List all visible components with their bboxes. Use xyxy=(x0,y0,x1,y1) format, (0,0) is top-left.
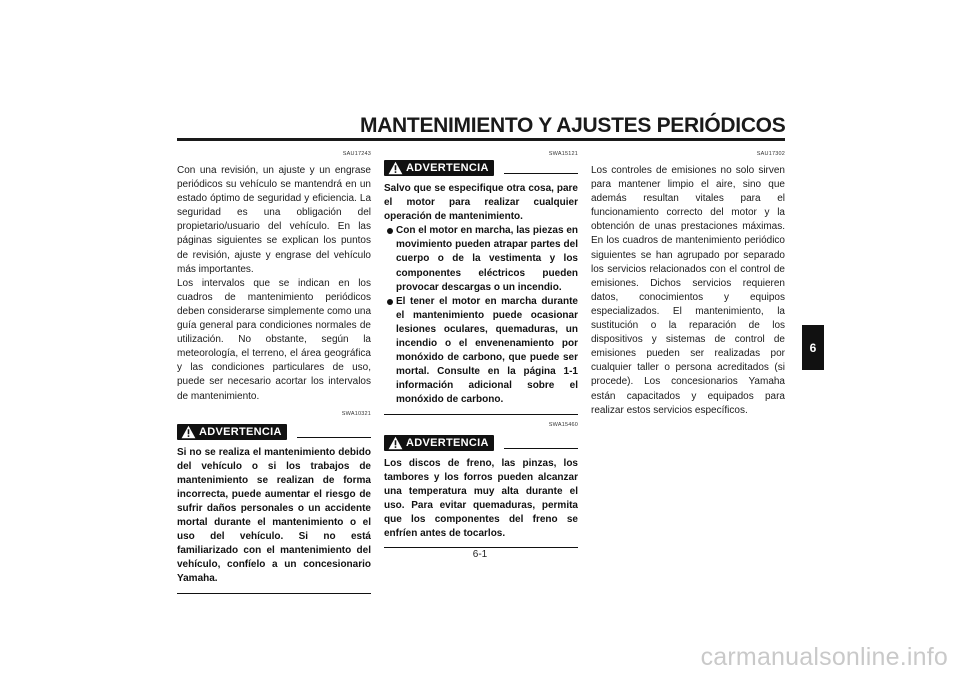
warning-end-rule xyxy=(177,593,371,594)
warning-paragraph: Los discos de freno, las pinzas, los tambores y los forros pueden alcanzar una temperatura muy alta durante el uso. Para evitar quemaduras, permita que los componentes del freno se enfríen antes de tocarlos. xyxy=(384,457,578,539)
column-2 xyxy=(384,150,578,548)
warning-code: SWA15460 xyxy=(548,421,578,428)
warning-text xyxy=(177,446,371,587)
warning-rule xyxy=(297,437,371,438)
list-item: Con el motor en marcha, las piezas en movimiento pueden atrapar partes del cuerpo o de la vestimenta y los componentes eléctricos pueden provocar descargas o un incendio. xyxy=(384,224,578,294)
page-title: MANTENIMIENTO Y AJUSTES PERIÓDICOS xyxy=(360,114,786,137)
warning-header xyxy=(177,424,371,440)
section-code: SAU17243 xyxy=(342,151,371,157)
chapter-tab: 6 xyxy=(802,325,824,370)
column-3 xyxy=(591,150,785,418)
warning-bullet-list xyxy=(384,224,578,407)
warning-code: SWA10321 xyxy=(341,410,371,417)
warning-intro: Salvo que se especifique otra cosa, pare el motor para realizar cualquier operación de mantenimiento. xyxy=(384,183,578,223)
warning-triangle-icon xyxy=(388,161,403,175)
warning-paragraph: Si no se realiza el mantenimiento debido del vehículo o si los trabajos de mantenimiento se realizan de forma incorrecta, puede aumentar el riesgo de sufrir daños personales o un accidente mortal durante el mantenimiento o el uso del vehículo. Si no está familiarizado con el mantenimiento del vehículo, confíelo a un concesionario Yamaha. xyxy=(177,446,371,585)
intro-text xyxy=(177,164,371,404)
warning-text xyxy=(384,182,578,408)
warning-triangle-icon xyxy=(388,436,403,450)
emissions-text xyxy=(591,164,785,418)
warning-end-rule xyxy=(384,547,578,548)
title-rule xyxy=(177,138,785,141)
warning-badge xyxy=(384,435,494,451)
warning-end-rule xyxy=(384,414,578,415)
warning-rule xyxy=(504,173,578,174)
warning-badge xyxy=(384,160,494,176)
column-1 xyxy=(177,150,371,594)
paragraph: Con una revisión, un ajuste y un engrase periódicos su vehículo se mantendrá en un estado óptimo de seguridad y eficiencia. La seguridad es una obligación del propietario/usuario del vehículo. En las páginas siguientes se explican los puntos de revisión, ajuste y engrase del vehículo más importantes. xyxy=(177,165,371,275)
paragraph: Los intervalos que se indican en los cuadros de mantenimiento periódicos deben considerarse simplemente como una guía general para condiciones normales de utilización. No obstante, según la meteorología, el terreno, el área geográfica y las condiciones particulares de uso, puede ser necesario acortar los intervalos de mantenimiento. xyxy=(177,277,371,402)
warning-header xyxy=(384,435,578,451)
paragraph: Los controles de emisiones no solo sirven para mantener limpio el aire, sino que además resultan vitales para el funcionamiento correcto del motor y la obtención de unas prestaciones máximas. En los cuadros de mantenimiento periódico siguientes se han agrupado por separado los servicios relacionados con el control de emisiones. Dichos servicios requieren datos, conocimientos y equipos especializados. El mantenimiento, la sustitución o la reparación de los dispositivos y sistemas de control de emisiones pueden ser realizadas por cualquier taller o persona acreditados (si procede). Los concesionarios Yamaha están capacitados y equipados para realizar estos servicios específicos. xyxy=(591,165,785,416)
warning-code: SWA15121 xyxy=(548,151,578,157)
warning-label: ADVERTENCIA xyxy=(406,436,489,449)
list-item: El tener el motor en marcha durante el mantenimiento puede ocasionar lesiones oculares, quemaduras, un incendio o el envenenamiento por monóxido de carbono, que puede ser mortal. Consulte en la página 1-1 información adicional sobre el monóxido de carbono. xyxy=(384,295,578,408)
warning-badge xyxy=(177,424,287,440)
warning-label: ADVERTENCIA xyxy=(199,425,282,438)
watermark: carmanualsonline.info xyxy=(700,643,948,671)
page-number: 6-1 xyxy=(472,549,488,560)
warning-triangle-icon xyxy=(181,425,196,439)
section-code: SAU17302 xyxy=(756,151,785,157)
warning-header xyxy=(384,160,578,176)
warning-text xyxy=(384,457,578,542)
warning-label: ADVERTENCIA xyxy=(406,162,489,174)
warning-rule xyxy=(504,448,578,449)
